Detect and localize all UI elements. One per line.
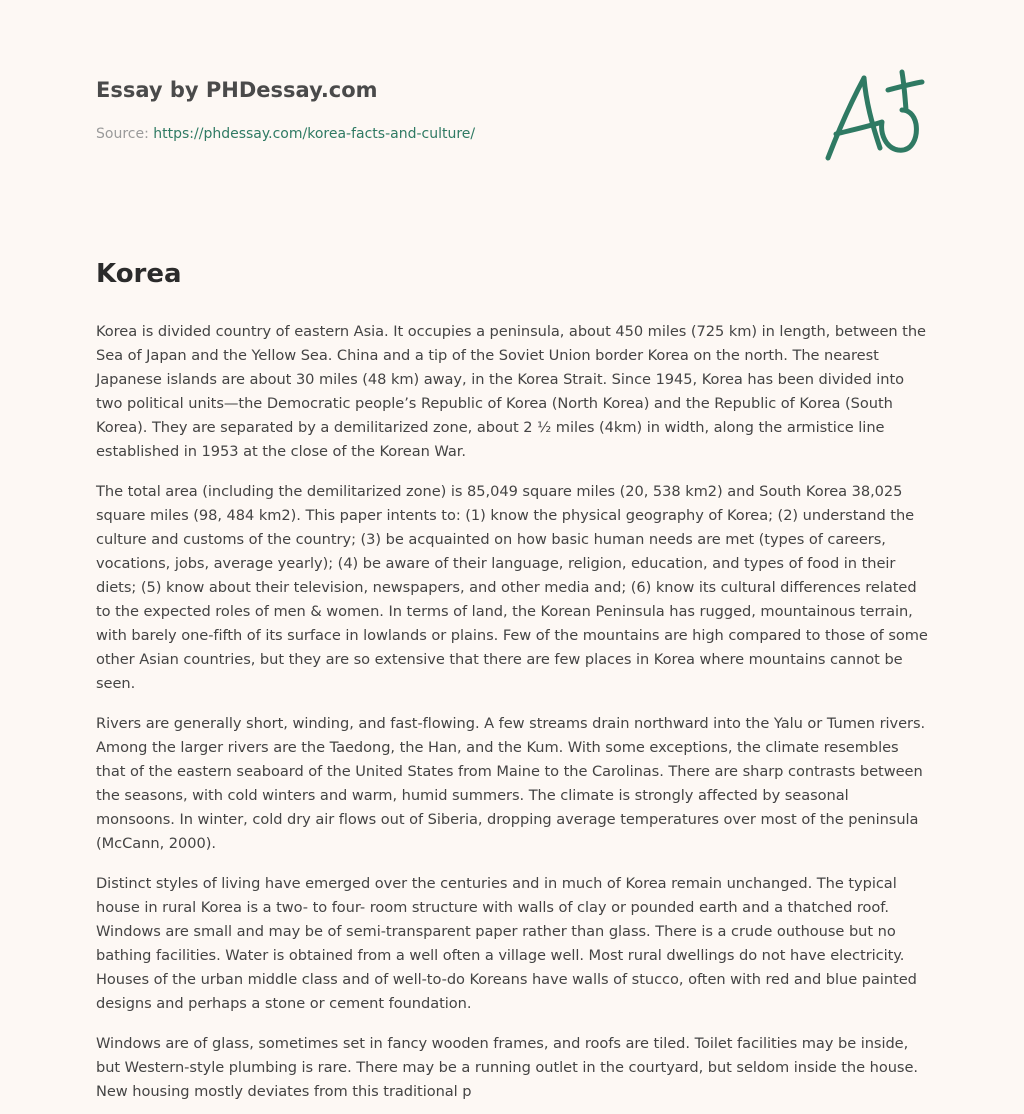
essay-paragraph: Windows are of glass, sometimes set in fancy wooden frames, and roofs are tiled. Toilet facilities may be inside, but Western-style plumbing is rare. There may be a running outlet in the courtyard, but seldom inside the house. New housing mostly deviates from this traditional p [96,1035,918,1100]
essay-paragraph: Rivers are generally short, winding, and fast-flowing. A few streams drain northward into the Yalu or Tumen rivers. Among the larger rivers are the Taedong, the Han, and the Kum. With some exceptions, the climate resembles that of the eastern seaboard of the United States from Maine to the Carolinas. There are sharp contrasts between the seasons, with cold winters and warm, humid summers. The climate is strongly affected by seasonal monsoons. In winter, cold dry air flows out of Siberia, dropping average temperatures over most of the peninsula (McCann, 2000). [96,715,926,852]
page-header [96,74,796,144]
source-label: Source: [96,126,149,142]
a-plus-logo-icon [822,66,932,166]
source-link[interactable]: https://phdessay.com/korea-facts-and-culture/ [153,126,476,142]
site-title: Essay by PHDessay.com [96,78,378,102]
a-plus-grade-logo [822,66,932,166]
essay-paragraph: Distinct styles of living have emerged over the centuries and in much of Korea remain unchanged. The typical house in rural Korea is a two- to four- room structure with walls of clay or pounded earth and a thatched roof. Windows are small and may be of semi-transparent paper rather than glass. There is a crude outhouse but no bathing facilities. Water is obtained from a well often a village well. Most rural dwellings do not have electricity. Houses of the urban middle class and of well-to-do Koreans have walls of stucco, often with red and blue painted designs and perhaps a stone or cement foundation. [96,875,917,1012]
essay-title: Korea [96,259,182,289]
essay-paragraph: The total area (including the demilitarized zone) is 85,049 square miles (20, 538 km2) and South Korea 38,025 square miles (98, 484 km2). This paper intents to: (1) know the physical geography of Korea; (2) understand the culture and customs of the country; (3) be acquainted on how basic human needs are met (types of careers, vocations, jobs, average yearly); (4) be aware of their language, religion, education, and types of food in their diets; (5) know about their television, newspapers, and other media and; (6) know its cultural differences related to the expected roles of men & women. In terms of land, the Korean Peninsula has rugged, mountainous terrain, with barely one-fifth of its surface in lowlands or plains. Few of the mountains are high compared to those of some other Asian countries, but they are so extensive that there are few places in Korea where mountains cannot be seen. [96,483,928,692]
essay-content [96,254,932,1114]
essay-paragraph: Korea is divided country of eastern Asia. It occupies a peninsula, about 450 miles (725 km) in length, between the Sea of Japan and the Yellow Sea. China and a tip of the Soviet Union border Korea on the north. The nearest Japanese islands are about 30 miles (48 km) away, in the Korea Strait. Since 1945, Korea has been divided into two political units—the Democratic people’s Republic of Korea (North Korea) and the Republic of Korea (South Korea). They are separated by a demilitarized zone, about 2 ½ miles (4km) in width, along the armistice line established in 1953 at the close of the Korean War. [96,323,926,460]
source-line [96,124,796,144]
